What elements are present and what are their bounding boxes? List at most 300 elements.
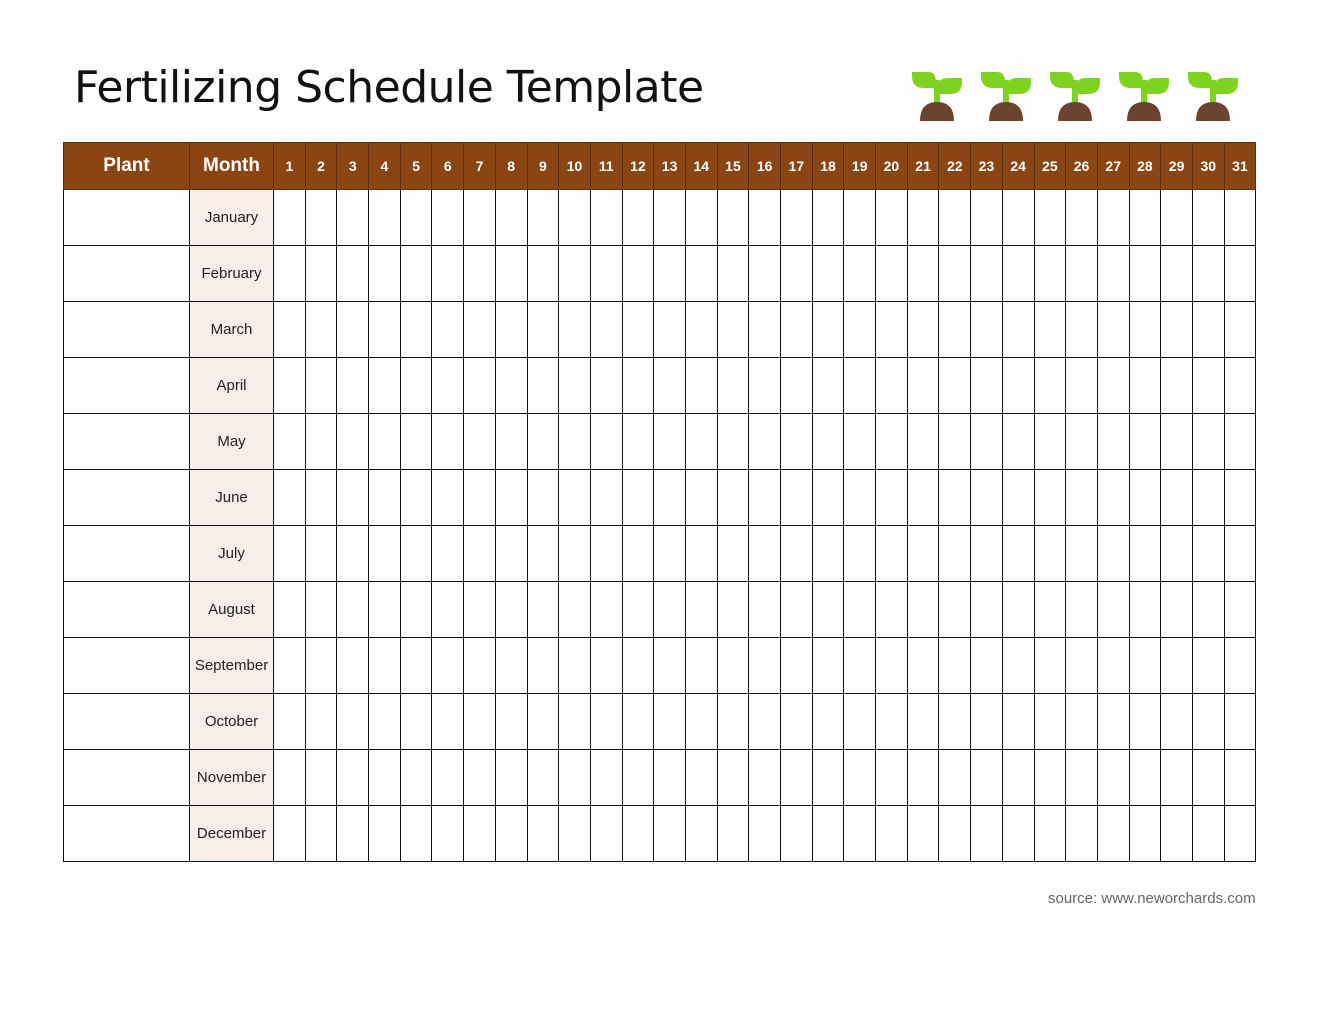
day-cell[interactable] bbox=[590, 246, 622, 302]
day-cell[interactable] bbox=[812, 582, 844, 638]
day-cell[interactable] bbox=[844, 750, 876, 806]
day-cell[interactable] bbox=[685, 526, 717, 582]
day-cell[interactable] bbox=[432, 246, 464, 302]
day-cell[interactable] bbox=[527, 302, 559, 358]
day-cell[interactable] bbox=[1097, 694, 1129, 750]
day-cell[interactable] bbox=[717, 694, 749, 750]
day-cell[interactable] bbox=[274, 470, 306, 526]
day-cell[interactable] bbox=[559, 190, 591, 246]
day-cell[interactable] bbox=[432, 358, 464, 414]
day-cell[interactable] bbox=[432, 414, 464, 470]
day-cell[interactable] bbox=[939, 694, 971, 750]
day-cell[interactable] bbox=[369, 246, 401, 302]
day-cell[interactable] bbox=[495, 638, 527, 694]
day-cell[interactable] bbox=[717, 302, 749, 358]
day-cell[interactable] bbox=[971, 750, 1003, 806]
day-cell[interactable] bbox=[464, 694, 496, 750]
day-cell[interactable] bbox=[1224, 750, 1256, 806]
day-cell[interactable] bbox=[337, 246, 369, 302]
day-cell[interactable] bbox=[464, 750, 496, 806]
day-cell[interactable] bbox=[654, 694, 686, 750]
day-cell[interactable] bbox=[590, 694, 622, 750]
day-cell[interactable] bbox=[305, 638, 337, 694]
day-cell[interactable] bbox=[812, 694, 844, 750]
day-cell[interactable] bbox=[559, 806, 591, 862]
day-cell[interactable] bbox=[939, 302, 971, 358]
day-cell[interactable] bbox=[685, 582, 717, 638]
day-cell[interactable] bbox=[464, 470, 496, 526]
day-cell[interactable] bbox=[274, 246, 306, 302]
day-cell[interactable] bbox=[907, 414, 939, 470]
day-cell[interactable] bbox=[1066, 750, 1098, 806]
day-cell[interactable] bbox=[495, 806, 527, 862]
plant-cell[interactable] bbox=[64, 526, 190, 582]
day-cell[interactable] bbox=[844, 302, 876, 358]
day-cell[interactable] bbox=[717, 582, 749, 638]
day-cell[interactable] bbox=[907, 750, 939, 806]
day-cell[interactable] bbox=[1034, 414, 1066, 470]
day-cell[interactable] bbox=[876, 414, 908, 470]
day-cell[interactable] bbox=[1161, 302, 1193, 358]
day-cell[interactable] bbox=[274, 582, 306, 638]
day-cell[interactable] bbox=[812, 358, 844, 414]
day-cell[interactable] bbox=[654, 470, 686, 526]
day-cell[interactable] bbox=[876, 750, 908, 806]
day-cell[interactable] bbox=[337, 582, 369, 638]
day-cell[interactable] bbox=[622, 302, 654, 358]
day-cell[interactable] bbox=[717, 190, 749, 246]
day-cell[interactable] bbox=[400, 638, 432, 694]
day-cell[interactable] bbox=[844, 190, 876, 246]
day-cell[interactable] bbox=[844, 246, 876, 302]
day-cell[interactable] bbox=[1224, 806, 1256, 862]
day-cell[interactable] bbox=[654, 526, 686, 582]
day-cell[interactable] bbox=[939, 470, 971, 526]
day-cell[interactable] bbox=[464, 526, 496, 582]
plant-cell[interactable] bbox=[64, 190, 190, 246]
day-cell[interactable] bbox=[749, 414, 781, 470]
day-cell[interactable] bbox=[1002, 190, 1034, 246]
day-cell[interactable] bbox=[1034, 750, 1066, 806]
day-cell[interactable] bbox=[876, 582, 908, 638]
day-cell[interactable] bbox=[495, 302, 527, 358]
day-cell[interactable] bbox=[1066, 190, 1098, 246]
plant-cell[interactable] bbox=[64, 694, 190, 750]
day-cell[interactable] bbox=[1161, 694, 1193, 750]
day-cell[interactable] bbox=[400, 470, 432, 526]
plant-cell[interactable] bbox=[64, 750, 190, 806]
day-cell[interactable] bbox=[400, 526, 432, 582]
day-cell[interactable] bbox=[844, 358, 876, 414]
day-cell[interactable] bbox=[971, 190, 1003, 246]
day-cell[interactable] bbox=[369, 358, 401, 414]
day-cell[interactable] bbox=[1224, 302, 1256, 358]
day-cell[interactable] bbox=[876, 638, 908, 694]
day-cell[interactable] bbox=[907, 806, 939, 862]
day-cell[interactable] bbox=[305, 806, 337, 862]
day-cell[interactable] bbox=[559, 414, 591, 470]
day-cell[interactable] bbox=[1129, 470, 1161, 526]
day-cell[interactable] bbox=[1129, 358, 1161, 414]
day-cell[interactable] bbox=[305, 750, 337, 806]
day-cell[interactable] bbox=[812, 750, 844, 806]
day-cell[interactable] bbox=[495, 246, 527, 302]
day-cell[interactable] bbox=[1034, 806, 1066, 862]
day-cell[interactable] bbox=[907, 694, 939, 750]
day-cell[interactable] bbox=[1066, 302, 1098, 358]
day-cell[interactable] bbox=[337, 806, 369, 862]
day-cell[interactable] bbox=[622, 694, 654, 750]
day-cell[interactable] bbox=[1002, 750, 1034, 806]
day-cell[interactable] bbox=[337, 190, 369, 246]
day-cell[interactable] bbox=[1224, 246, 1256, 302]
plant-cell[interactable] bbox=[64, 470, 190, 526]
day-cell[interactable] bbox=[622, 414, 654, 470]
day-cell[interactable] bbox=[685, 302, 717, 358]
day-cell[interactable] bbox=[1097, 582, 1129, 638]
day-cell[interactable] bbox=[717, 526, 749, 582]
day-cell[interactable] bbox=[369, 526, 401, 582]
day-cell[interactable] bbox=[590, 638, 622, 694]
day-cell[interactable] bbox=[812, 414, 844, 470]
day-cell[interactable] bbox=[305, 246, 337, 302]
day-cell[interactable] bbox=[749, 246, 781, 302]
day-cell[interactable] bbox=[939, 806, 971, 862]
day-cell[interactable] bbox=[1034, 302, 1066, 358]
day-cell[interactable] bbox=[274, 302, 306, 358]
day-cell[interactable] bbox=[495, 694, 527, 750]
day-cell[interactable] bbox=[464, 638, 496, 694]
day-cell[interactable] bbox=[1129, 582, 1161, 638]
day-cell[interactable] bbox=[749, 302, 781, 358]
day-cell[interactable] bbox=[1161, 246, 1193, 302]
day-cell[interactable] bbox=[971, 414, 1003, 470]
day-cell[interactable] bbox=[971, 694, 1003, 750]
day-cell[interactable] bbox=[432, 302, 464, 358]
day-cell[interactable] bbox=[1192, 750, 1224, 806]
day-cell[interactable] bbox=[305, 526, 337, 582]
day-cell[interactable] bbox=[1161, 358, 1193, 414]
day-cell[interactable] bbox=[369, 470, 401, 526]
day-cell[interactable] bbox=[1129, 190, 1161, 246]
day-cell[interactable] bbox=[1002, 582, 1034, 638]
day-cell[interactable] bbox=[939, 414, 971, 470]
day-cell[interactable] bbox=[495, 582, 527, 638]
day-cell[interactable] bbox=[369, 414, 401, 470]
day-cell[interactable] bbox=[527, 694, 559, 750]
day-cell[interactable] bbox=[1224, 582, 1256, 638]
day-cell[interactable] bbox=[1097, 414, 1129, 470]
day-cell[interactable] bbox=[432, 638, 464, 694]
day-cell[interactable] bbox=[844, 694, 876, 750]
day-cell[interactable] bbox=[939, 582, 971, 638]
day-cell[interactable] bbox=[1002, 246, 1034, 302]
day-cell[interactable] bbox=[337, 302, 369, 358]
day-cell[interactable] bbox=[1161, 526, 1193, 582]
day-cell[interactable] bbox=[369, 582, 401, 638]
day-cell[interactable] bbox=[622, 358, 654, 414]
day-cell[interactable] bbox=[305, 190, 337, 246]
day-cell[interactable] bbox=[1192, 414, 1224, 470]
day-cell[interactable] bbox=[971, 358, 1003, 414]
day-cell[interactable] bbox=[1224, 470, 1256, 526]
day-cell[interactable] bbox=[876, 246, 908, 302]
day-cell[interactable] bbox=[781, 750, 813, 806]
day-cell[interactable] bbox=[274, 526, 306, 582]
day-cell[interactable] bbox=[1034, 638, 1066, 694]
day-cell[interactable] bbox=[1161, 806, 1193, 862]
day-cell[interactable] bbox=[369, 190, 401, 246]
day-cell[interactable] bbox=[305, 694, 337, 750]
day-cell[interactable] bbox=[274, 806, 306, 862]
day-cell[interactable] bbox=[971, 582, 1003, 638]
day-cell[interactable] bbox=[1066, 414, 1098, 470]
day-cell[interactable] bbox=[559, 582, 591, 638]
day-cell[interactable] bbox=[1161, 638, 1193, 694]
day-cell[interactable] bbox=[781, 526, 813, 582]
day-cell[interactable] bbox=[685, 694, 717, 750]
day-cell[interactable] bbox=[590, 470, 622, 526]
day-cell[interactable] bbox=[559, 526, 591, 582]
day-cell[interactable] bbox=[749, 190, 781, 246]
day-cell[interactable] bbox=[939, 750, 971, 806]
day-cell[interactable] bbox=[369, 806, 401, 862]
day-cell[interactable] bbox=[305, 302, 337, 358]
day-cell[interactable] bbox=[1066, 246, 1098, 302]
day-cell[interactable] bbox=[781, 414, 813, 470]
day-cell[interactable] bbox=[464, 190, 496, 246]
day-cell[interactable] bbox=[1066, 806, 1098, 862]
day-cell[interactable] bbox=[812, 806, 844, 862]
day-cell[interactable] bbox=[1224, 526, 1256, 582]
day-cell[interactable] bbox=[590, 526, 622, 582]
day-cell[interactable] bbox=[749, 358, 781, 414]
day-cell[interactable] bbox=[1129, 302, 1161, 358]
day-cell[interactable] bbox=[432, 470, 464, 526]
day-cell[interactable] bbox=[622, 190, 654, 246]
day-cell[interactable] bbox=[1002, 806, 1034, 862]
day-cell[interactable] bbox=[559, 694, 591, 750]
day-cell[interactable] bbox=[527, 582, 559, 638]
day-cell[interactable] bbox=[654, 190, 686, 246]
day-cell[interactable] bbox=[1097, 190, 1129, 246]
day-cell[interactable] bbox=[717, 246, 749, 302]
day-cell[interactable] bbox=[274, 750, 306, 806]
day-cell[interactable] bbox=[369, 638, 401, 694]
day-cell[interactable] bbox=[1002, 302, 1034, 358]
day-cell[interactable] bbox=[400, 358, 432, 414]
day-cell[interactable] bbox=[781, 246, 813, 302]
day-cell[interactable] bbox=[844, 414, 876, 470]
day-cell[interactable] bbox=[464, 806, 496, 862]
day-cell[interactable] bbox=[1097, 526, 1129, 582]
day-cell[interactable] bbox=[622, 806, 654, 862]
plant-cell[interactable] bbox=[64, 246, 190, 302]
day-cell[interactable] bbox=[622, 582, 654, 638]
day-cell[interactable] bbox=[685, 358, 717, 414]
day-cell[interactable] bbox=[1192, 470, 1224, 526]
day-cell[interactable] bbox=[907, 190, 939, 246]
day-cell[interactable] bbox=[559, 302, 591, 358]
day-cell[interactable] bbox=[464, 582, 496, 638]
day-cell[interactable] bbox=[749, 470, 781, 526]
day-cell[interactable] bbox=[717, 806, 749, 862]
day-cell[interactable] bbox=[1192, 582, 1224, 638]
day-cell[interactable] bbox=[749, 694, 781, 750]
day-cell[interactable] bbox=[369, 694, 401, 750]
day-cell[interactable] bbox=[971, 806, 1003, 862]
day-cell[interactable] bbox=[844, 470, 876, 526]
day-cell[interactable] bbox=[590, 190, 622, 246]
day-cell[interactable] bbox=[527, 190, 559, 246]
day-cell[interactable] bbox=[622, 750, 654, 806]
day-cell[interactable] bbox=[622, 638, 654, 694]
day-cell[interactable] bbox=[717, 750, 749, 806]
day-cell[interactable] bbox=[717, 358, 749, 414]
day-cell[interactable] bbox=[1034, 358, 1066, 414]
day-cell[interactable] bbox=[400, 582, 432, 638]
day-cell[interactable] bbox=[527, 750, 559, 806]
day-cell[interactable] bbox=[1192, 694, 1224, 750]
day-cell[interactable] bbox=[1002, 470, 1034, 526]
day-cell[interactable] bbox=[1161, 750, 1193, 806]
day-cell[interactable] bbox=[1066, 358, 1098, 414]
day-cell[interactable] bbox=[432, 582, 464, 638]
day-cell[interactable] bbox=[1129, 750, 1161, 806]
day-cell[interactable] bbox=[907, 302, 939, 358]
day-cell[interactable] bbox=[1161, 470, 1193, 526]
day-cell[interactable] bbox=[527, 638, 559, 694]
day-cell[interactable] bbox=[685, 246, 717, 302]
day-cell[interactable] bbox=[685, 750, 717, 806]
day-cell[interactable] bbox=[527, 526, 559, 582]
day-cell[interactable] bbox=[337, 526, 369, 582]
day-cell[interactable] bbox=[717, 470, 749, 526]
day-cell[interactable] bbox=[907, 526, 939, 582]
day-cell[interactable] bbox=[1224, 190, 1256, 246]
day-cell[interactable] bbox=[1066, 582, 1098, 638]
day-cell[interactable] bbox=[971, 246, 1003, 302]
day-cell[interactable] bbox=[1002, 638, 1034, 694]
day-cell[interactable] bbox=[432, 190, 464, 246]
day-cell[interactable] bbox=[559, 750, 591, 806]
day-cell[interactable] bbox=[527, 358, 559, 414]
day-cell[interactable] bbox=[527, 246, 559, 302]
day-cell[interactable] bbox=[654, 246, 686, 302]
day-cell[interactable] bbox=[1097, 246, 1129, 302]
day-cell[interactable] bbox=[432, 750, 464, 806]
plant-cell[interactable] bbox=[64, 582, 190, 638]
day-cell[interactable] bbox=[400, 302, 432, 358]
day-cell[interactable] bbox=[1192, 246, 1224, 302]
day-cell[interactable] bbox=[812, 190, 844, 246]
day-cell[interactable] bbox=[274, 638, 306, 694]
day-cell[interactable] bbox=[781, 806, 813, 862]
day-cell[interactable] bbox=[876, 694, 908, 750]
day-cell[interactable] bbox=[876, 526, 908, 582]
day-cell[interactable] bbox=[1192, 638, 1224, 694]
day-cell[interactable] bbox=[495, 526, 527, 582]
day-cell[interactable] bbox=[559, 358, 591, 414]
day-cell[interactable] bbox=[590, 582, 622, 638]
day-cell[interactable] bbox=[400, 246, 432, 302]
day-cell[interactable] bbox=[1034, 470, 1066, 526]
day-cell[interactable] bbox=[1002, 414, 1034, 470]
plant-cell[interactable] bbox=[64, 302, 190, 358]
day-cell[interactable] bbox=[907, 246, 939, 302]
day-cell[interactable] bbox=[1129, 638, 1161, 694]
day-cell[interactable] bbox=[1192, 190, 1224, 246]
day-cell[interactable] bbox=[717, 638, 749, 694]
day-cell[interactable] bbox=[527, 470, 559, 526]
day-cell[interactable] bbox=[654, 582, 686, 638]
day-cell[interactable] bbox=[781, 470, 813, 526]
day-cell[interactable] bbox=[971, 470, 1003, 526]
day-cell[interactable] bbox=[812, 526, 844, 582]
day-cell[interactable] bbox=[654, 302, 686, 358]
day-cell[interactable] bbox=[495, 358, 527, 414]
day-cell[interactable] bbox=[654, 358, 686, 414]
day-cell[interactable] bbox=[1034, 246, 1066, 302]
day-cell[interactable] bbox=[274, 694, 306, 750]
day-cell[interactable] bbox=[1192, 302, 1224, 358]
day-cell[interactable] bbox=[876, 806, 908, 862]
day-cell[interactable] bbox=[464, 302, 496, 358]
day-cell[interactable] bbox=[749, 582, 781, 638]
day-cell[interactable] bbox=[622, 526, 654, 582]
day-cell[interactable] bbox=[1034, 694, 1066, 750]
day-cell[interactable] bbox=[654, 414, 686, 470]
day-cell[interactable] bbox=[495, 470, 527, 526]
day-cell[interactable] bbox=[274, 190, 306, 246]
day-cell[interactable] bbox=[495, 190, 527, 246]
day-cell[interactable] bbox=[1224, 638, 1256, 694]
day-cell[interactable] bbox=[432, 694, 464, 750]
day-cell[interactable] bbox=[1097, 302, 1129, 358]
day-cell[interactable] bbox=[464, 358, 496, 414]
day-cell[interactable] bbox=[1192, 526, 1224, 582]
day-cell[interactable] bbox=[971, 526, 1003, 582]
day-cell[interactable] bbox=[876, 190, 908, 246]
day-cell[interactable] bbox=[749, 638, 781, 694]
day-cell[interactable] bbox=[812, 246, 844, 302]
day-cell[interactable] bbox=[1034, 582, 1066, 638]
day-cell[interactable] bbox=[622, 470, 654, 526]
day-cell[interactable] bbox=[939, 526, 971, 582]
day-cell[interactable] bbox=[369, 302, 401, 358]
day-cell[interactable] bbox=[907, 358, 939, 414]
day-cell[interactable] bbox=[654, 638, 686, 694]
day-cell[interactable] bbox=[337, 414, 369, 470]
day-cell[interactable] bbox=[1224, 694, 1256, 750]
day-cell[interactable] bbox=[781, 358, 813, 414]
day-cell[interactable] bbox=[527, 806, 559, 862]
day-cell[interactable] bbox=[1192, 358, 1224, 414]
day-cell[interactable] bbox=[1066, 638, 1098, 694]
day-cell[interactable] bbox=[527, 414, 559, 470]
day-cell[interactable] bbox=[274, 414, 306, 470]
day-cell[interactable] bbox=[432, 526, 464, 582]
day-cell[interactable] bbox=[400, 694, 432, 750]
day-cell[interactable] bbox=[844, 582, 876, 638]
day-cell[interactable] bbox=[1097, 806, 1129, 862]
day-cell[interactable] bbox=[274, 358, 306, 414]
day-cell[interactable] bbox=[781, 582, 813, 638]
day-cell[interactable] bbox=[337, 470, 369, 526]
day-cell[interactable] bbox=[400, 414, 432, 470]
day-cell[interactable] bbox=[1161, 190, 1193, 246]
day-cell[interactable] bbox=[559, 638, 591, 694]
